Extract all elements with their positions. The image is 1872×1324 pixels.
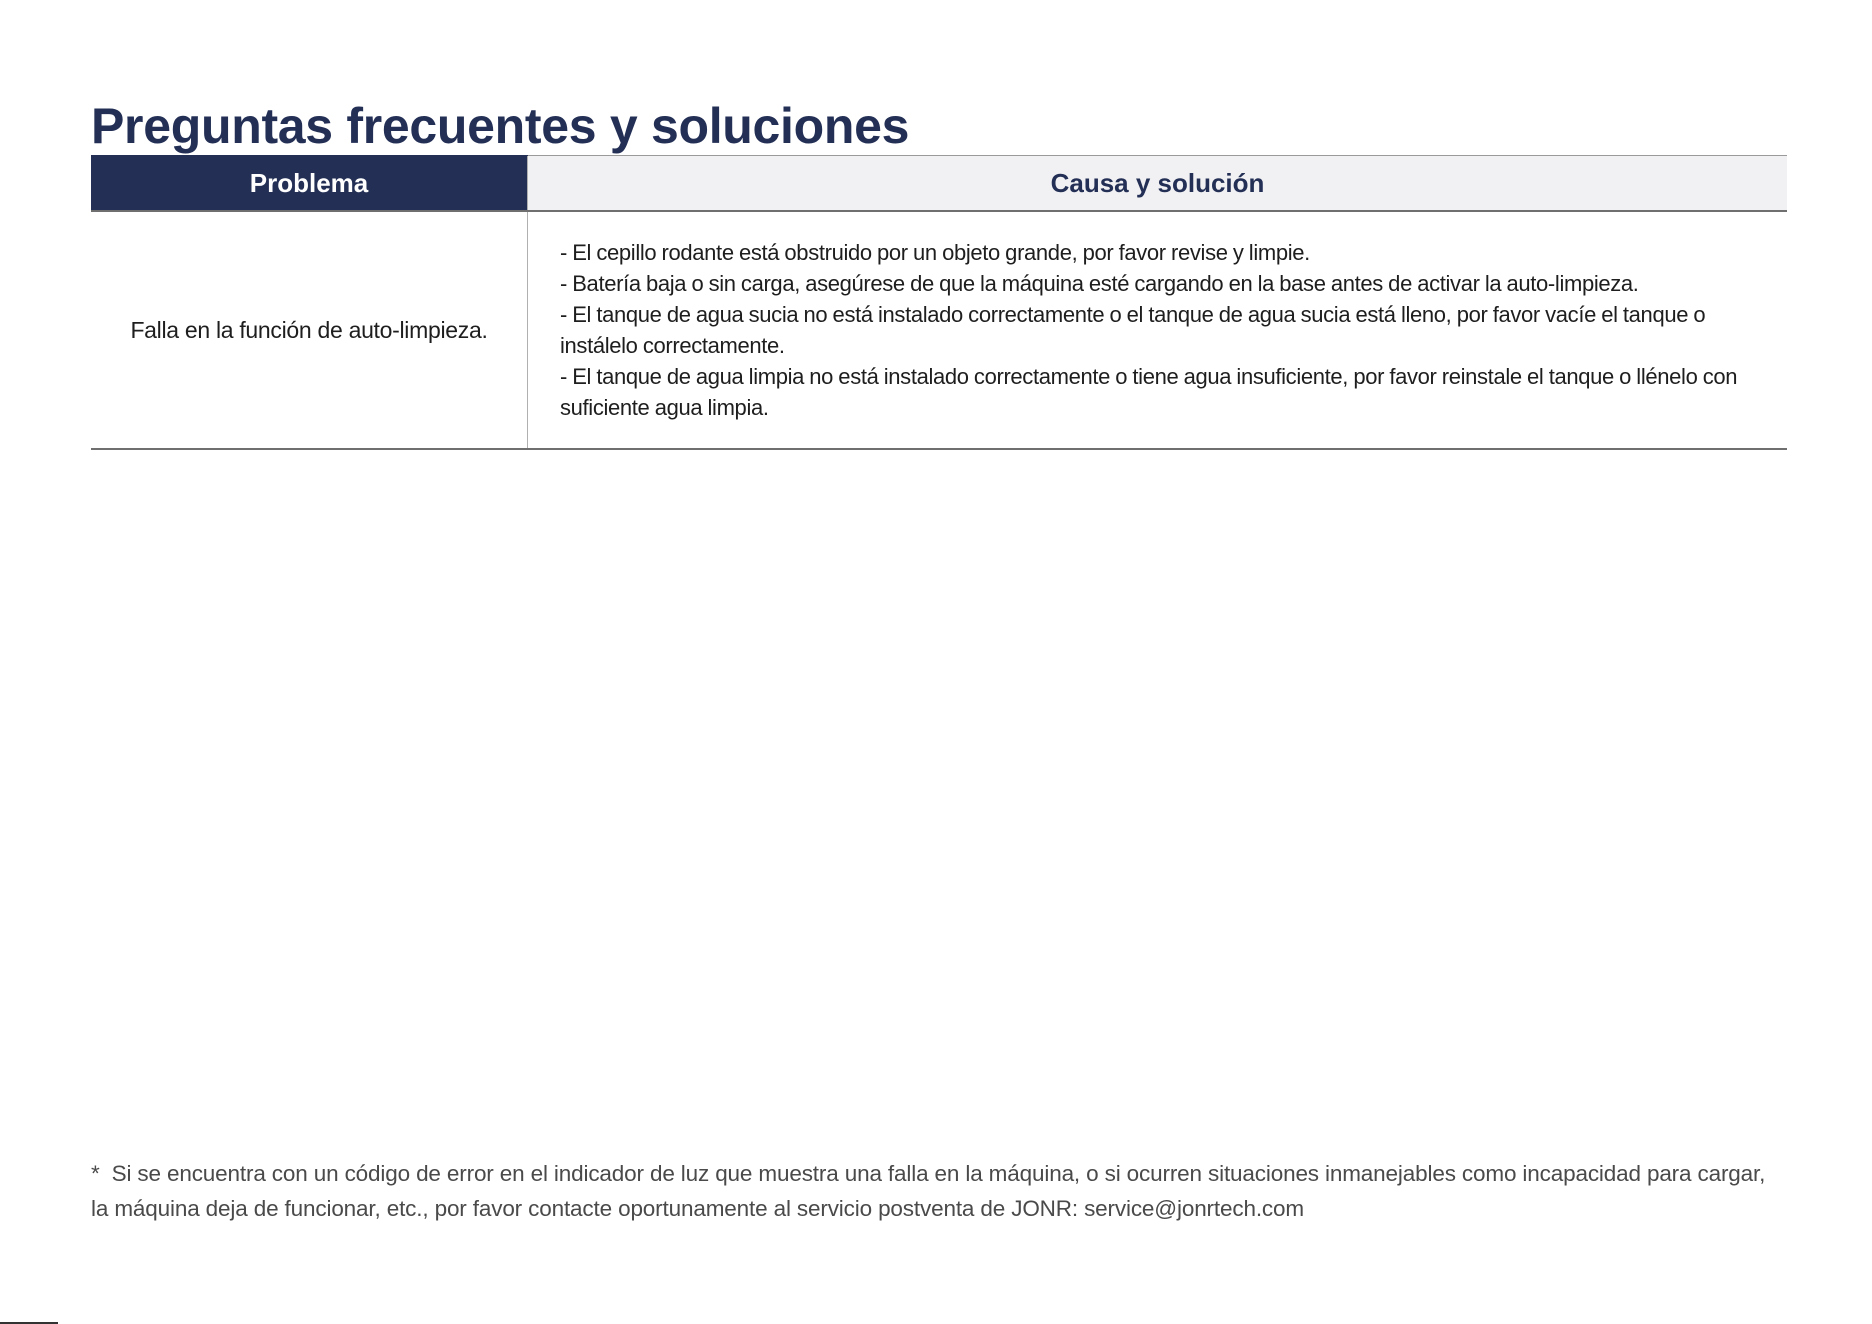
cause-item: - Batería baja o sin carga, asegúrese de que la máquina esté cargando en la base antes de activar la auto-limpieza. [560,271,1639,296]
cause-item: - El cepillo rodante está obstruido por un objeto grande, por favor revise y limpie. [560,240,1310,265]
table-row [91,211,1787,449]
footnote [91,1156,1787,1226]
header-cause-solution: Causa y solución [528,156,1788,212]
table-header-row [91,156,1787,212]
cause-cell [528,211,1788,449]
cause-item: - El tanque de agua sucia no está instalado correctamente o el tanque de agua sucia está lleno, por favor vacíe el tanque o instálelo correctamente. [560,302,1706,358]
page-title: Preguntas frecuentes y soluciones [91,98,910,154]
header-problem: Problema [91,156,528,212]
problem-cell: Falla en la función de auto-limpieza. [91,211,528,449]
footnote-text: Si se encuentra con un código de error en el indicador de luz que muestra una falla en la máquina, o si ocurren situaciones inmanejables como incapacidad para cargar, la máquina deja de funcionar, etc., por favor contacte oportunamente al servicio postventa de JONR: service@jonrtech.com [91,1161,1766,1221]
faq-table [91,155,1787,450]
cause-item: - El tanque de agua limpia no está instalado correctamente o tiene agua insuficiente, por favor reinstale el tanque o llénelo con suficiente agua limpia. [560,364,1738,420]
footnote-asterisk: * [91,1161,100,1186]
